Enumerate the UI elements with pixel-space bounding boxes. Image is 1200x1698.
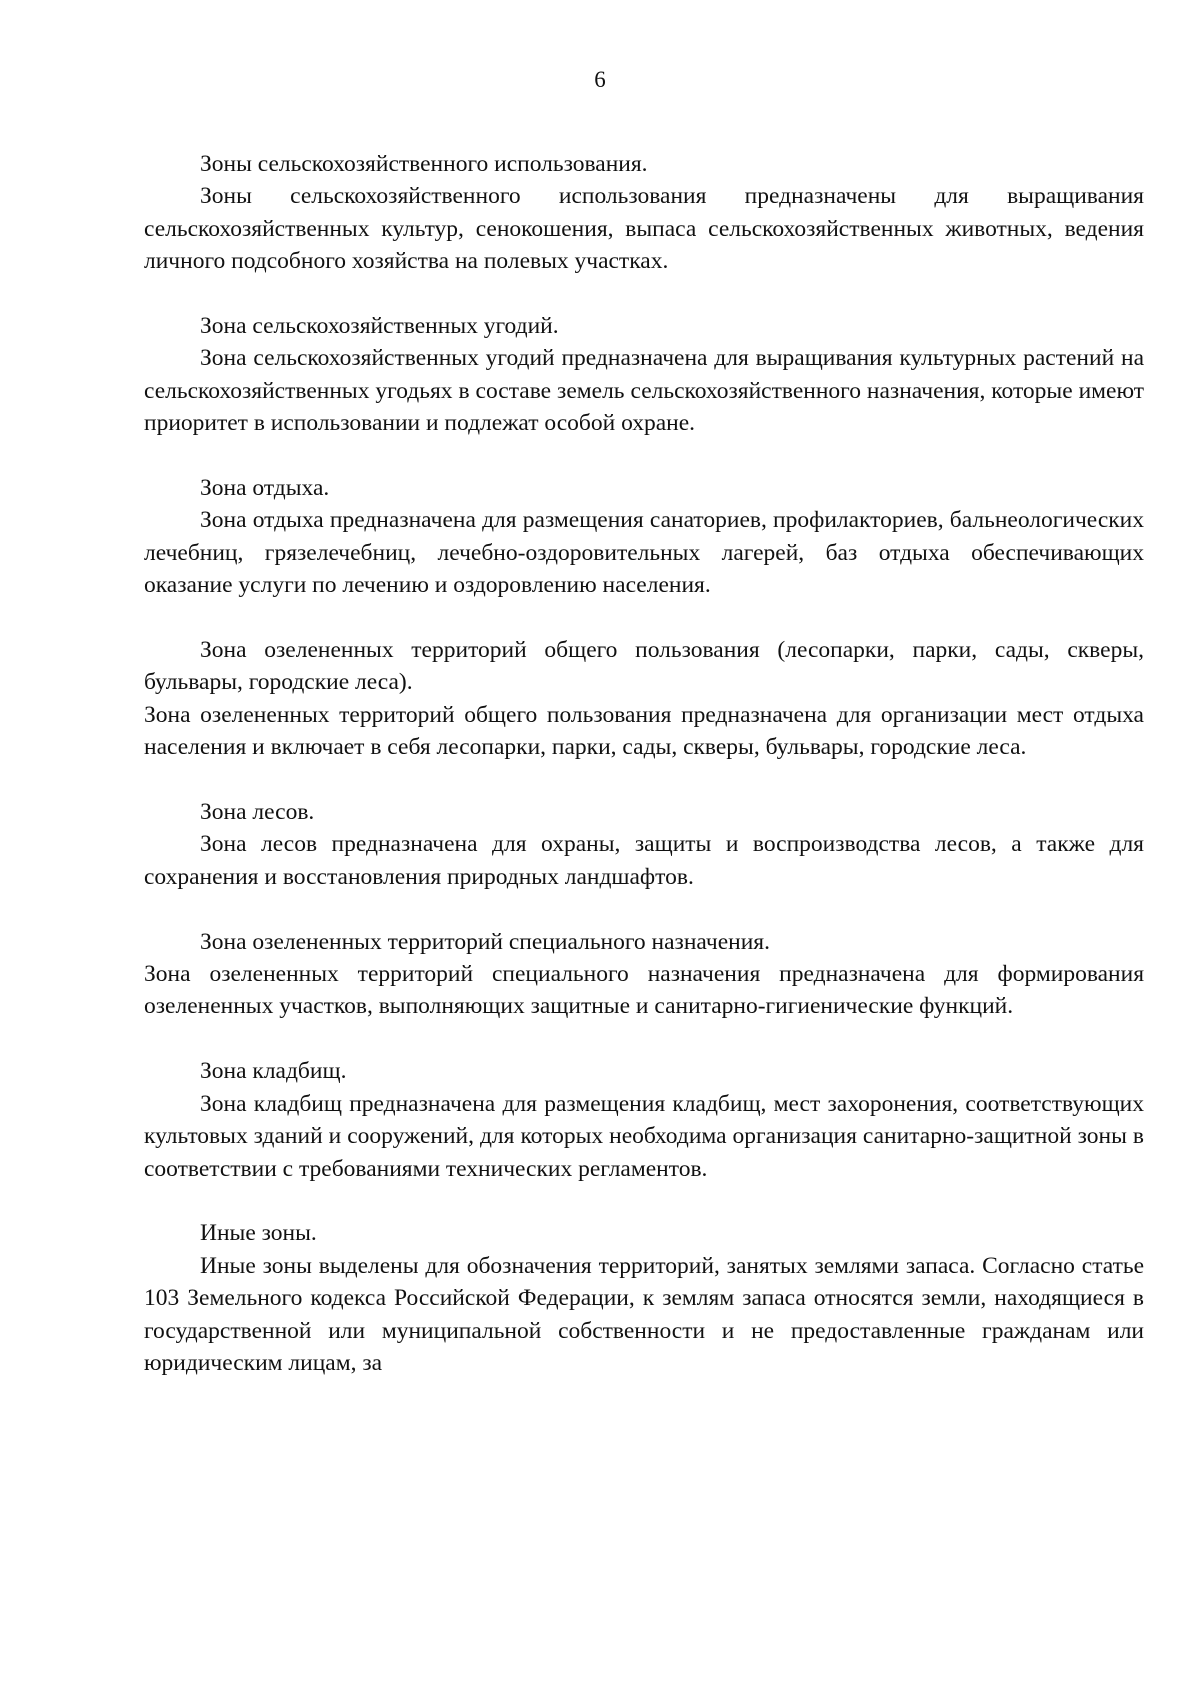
section-forests — [144, 796, 1144, 893]
section-paragraph: Зоны сельскохозяйственного использования предназначены для выращивания сельскохозяйственных культур, сенокошения, выпаса сельскохозяйственных животных, ведения личного подсобного хозяйства на полевых участках. — [144, 183, 1144, 275]
section-heading: Зона озелененных территорий общего пользования (лесопарки, парки, сады, скверы, бульвары, городские леса). — [144, 637, 1144, 696]
section-heading: Зона отдыха. — [200, 475, 330, 502]
section-recreation — [144, 472, 1144, 602]
section-paragraph: Зона озелененных территорий специального назначения предназначена для формирования озелененных участков, выполняющих защитные и санитарно-гигиенические функций. — [144, 961, 1144, 1020]
section-heading: Зона кладбищ. — [200, 1058, 347, 1085]
section-paragraph: Иные зоны выделены для обозначения территорий, занятых землями запаса. Согласно статье 103 Земельного кодекса Российской Федерации, к землям запаса относятся земли, находящиеся в государственной или муниципальной собственности и не предоставленные гражданам или юридическим лицам, за — [144, 1252, 1144, 1376]
section-agricultural-use — [144, 148, 1144, 278]
section-heading: Зона лесов. — [200, 799, 315, 826]
section-agricultural-lands — [144, 310, 1144, 440]
section-heading: Зоны сельскохозяйственного использования. — [200, 151, 648, 177]
section-paragraph: Зона озелененных территорий общего пользования предназначена для организации мест отдыха населения и включает в себя лесопарки, парки, сады, скверы, бульвары, городские леса. — [144, 701, 1144, 761]
section-paragraph: Зона кладбищ предназначена для размещения кладбищ, мест захоронения, соответствующих культовых зданий и сооружений, для которых необходима организация санитарно-защитной зоны в соответствии с требованиями технических регламентов. — [144, 1090, 1144, 1182]
section-cemeteries — [144, 1055, 1144, 1185]
page-number: 6 — [594, 67, 606, 92]
section-paragraph: Зона лесов предназначена для охраны, защиты и воспроизводства лесов, а также для сохранения и восстановления природных ландшафтов. — [144, 831, 1144, 890]
section-paragraph: Зона отдыха предназначена для размещения санаториев, профилакториев, бальнеологических лечебниц, грязелечебниц, лечебно-оздоровительных лагерей, баз отдыха обеспечивающих оказание услуги по лечению и оздоровлению населения. — [144, 507, 1144, 599]
section-heading: Зона сельскохозяйственных угодий. — [200, 313, 559, 340]
section-heading: Иные зоны. — [200, 1220, 317, 1247]
section-paragraph: Зона сельскохозяйственных угодий предназначена для выращивания культурных растений на сельскохозяйственных угодьях в составе земель сельскохозяйственного назначения, которые имеют приоритет в использовании и подлежат особой охране. — [144, 345, 1144, 437]
section-other-zones — [144, 1217, 1144, 1379]
document-body — [144, 148, 1144, 1412]
section-public-green-areas — [144, 634, 1144, 764]
section-heading: Зона озелененных территорий специального назначения. — [200, 928, 770, 955]
section-special-green-areas — [144, 926, 1144, 1023]
